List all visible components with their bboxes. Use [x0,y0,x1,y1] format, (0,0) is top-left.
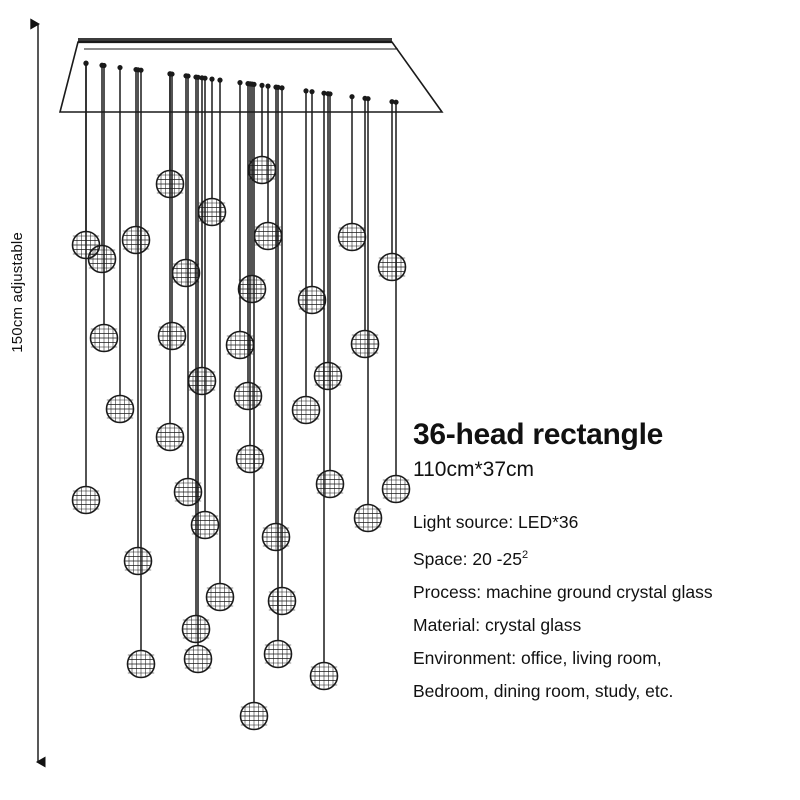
wire-ceiling-anchor [101,63,106,68]
wire-ceiling-anchor [303,88,308,93]
crystal-ball [339,224,366,251]
crystal-ball [125,548,152,575]
crystal-ball [263,524,290,551]
wire-ceiling-anchor [349,94,354,99]
wire-ceiling-anchor [251,82,256,87]
crystal-ball [207,584,234,611]
crystal-ball [185,646,212,673]
product-title: 36-head rectangle [413,418,664,451]
crystal-ball [183,616,210,643]
wire-ceiling-anchor [138,68,143,73]
crystal-ball [128,651,155,678]
wire-ceiling-anchor [202,76,207,81]
crystal-ball [383,476,410,503]
ceiling-canopy [60,38,442,112]
crystal-ball [311,663,338,690]
wire-ceiling-anchor [259,83,264,88]
product-spec-line: Bedroom, dining room, study, etc. [413,680,674,701]
crystal-ball [123,227,150,254]
crystal-ball [293,397,320,424]
crystal-ball [107,396,134,423]
crystal-ball [265,641,292,668]
pendant-group [73,61,410,730]
crystal-ball [91,325,118,352]
product-dimensions: 110cm*37cm [413,458,534,481]
product-info-panel [413,418,793,708]
wire-ceiling-anchor [117,65,122,70]
crystal-ball [241,703,268,730]
crystal-ball [189,368,216,395]
crystal-ball [379,254,406,281]
wire-ceiling-anchor [237,80,242,85]
product-spec-line: Environment: office, living room, [413,647,662,668]
product-spec-list [413,506,793,708]
crystal-ball [73,487,100,514]
wire-ceiling-anchor [217,78,222,83]
wire-ceiling-anchor [83,61,88,66]
product-spec-line: Light source: LED*36 [413,512,579,532]
crystal-ball [237,446,264,473]
crystal-ball [89,246,116,273]
crystal-ball [352,331,379,358]
crystal-ball [299,287,326,314]
crystal-ball [239,276,266,303]
wire-ceiling-anchor [279,85,284,90]
wire-ceiling-anchor [365,96,370,101]
product-spec-line: Process: machine ground crystal glass [413,581,713,602]
wire-ceiling-anchor [169,71,174,76]
crystal-ball [159,323,186,350]
wire-ceiling-anchor [185,73,190,78]
crystal-ball [192,512,219,539]
crystal-ball [315,363,342,390]
wire-ceiling-anchor [309,89,314,94]
wire-ceiling-anchor [393,100,398,105]
crystal-ball [355,505,382,532]
wire-ceiling-anchor [209,76,214,81]
crystal-ball [157,424,184,451]
crystal-ball [199,199,226,226]
wire-ceiling-anchor [327,91,332,96]
crystal-ball [269,588,296,615]
wire-ceiling-anchor [265,84,270,89]
crystal-ball [249,157,276,184]
crystal-ball [317,471,344,498]
product-spec-line: Space: 20 $-25^2$ [413,548,529,569]
product-spec-line: Material: crystal glass [413,614,582,635]
crystal-ball [235,383,262,410]
height-measure-label: 150cm adjustable [9,232,26,353]
